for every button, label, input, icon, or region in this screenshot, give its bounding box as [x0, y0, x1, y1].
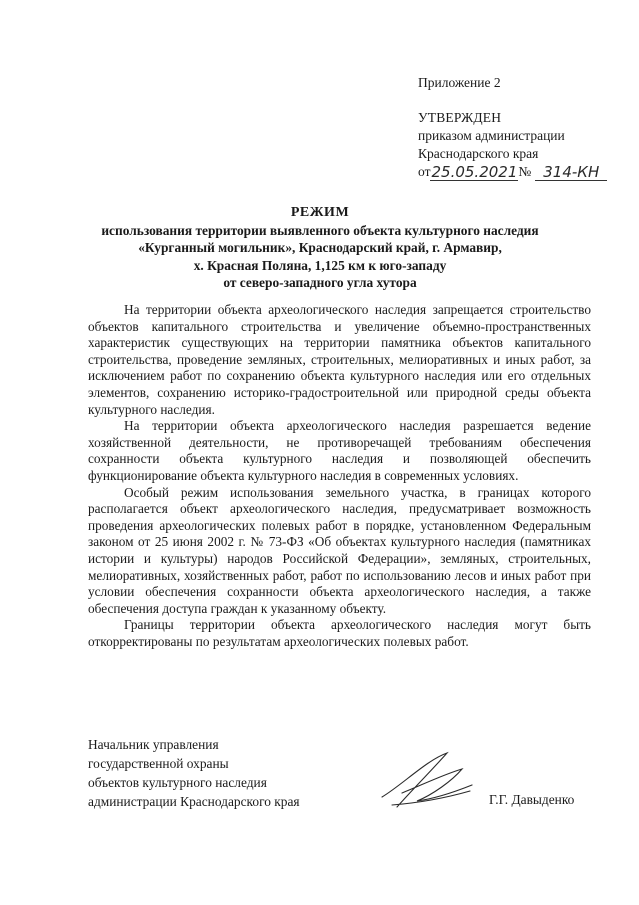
document-body — [88, 302, 591, 650]
approved-line-2: Краснодарского края — [418, 146, 539, 161]
signatory-position — [88, 735, 300, 811]
order-number-label: № — [518, 164, 532, 179]
signatory-name: Г.Г. Давыденко — [489, 792, 575, 807]
position-line-2: государственной охраны — [88, 756, 229, 771]
order-line — [418, 163, 607, 181]
order-prefix: от — [418, 164, 431, 179]
order-date: 25.05.2021 — [431, 163, 518, 181]
order-number: 314-КН — [535, 164, 607, 181]
paragraph-1: На территории объекта археологического наследия запрещается строительство объектов капитального строительства и увеличение объемно-пространственных характеристик существующих на территории памятника объектов капитального строительства, проведение земляных, строительных, мелиоративных и иных работ, за исключением работ по сохранению объекта культурного наследия или его отдельных элементов, сохранению историко-градостроительной или природной среды объекта культурного наследия. — [88, 302, 591, 417]
heading-title: РЕЖИМ — [290, 205, 350, 220]
approval-block — [418, 109, 607, 181]
paragraph-2: На территории объекта археологического наследия разрешается ведение хозяйственной деятельности, не противоречащей требованиям обеспечения сохранности объекта культурного наследия и позволяющей обеспечить функционирование объекта культурного наследия в современных условиях. — [88, 418, 591, 483]
handwritten-signature — [372, 745, 482, 815]
approved-line-1: приказом администрации — [418, 128, 565, 143]
paragraph-3: Особый режим использования земельного участка, в границах которого располагается объект археологического наследия, предусматривает возможность проведения археологических полевых работ в порядке, установленном Федеральным законом от 25 июня 2002 г. № 73-ФЗ «Об объектах культурного наследия (памятниках истории и культуры) народов Российской Федерации», земляных, строительных, мелиоративных, хозяйственных работ, работ по использованию лесов и иных работ при условии обеспечения сохранности объекта археологического наследия, а также обеспечения доступа граждан к указанному объекту. — [88, 484, 591, 616]
paragraph-4: Границы территории объекта археологического наследия могут быть откорректированы по результатам археологических полевых работ. — [88, 617, 591, 649]
heading-line-3: х. Красная Поляна, 1,125 км к юго-западу — [193, 257, 447, 273]
heading-line-4: от северо-западного угла хутора — [223, 275, 417, 290]
position-line-1: Начальник управления — [88, 737, 219, 752]
document-heading — [60, 204, 580, 292]
heading-line-1: использования территории выявленного объекта культурного наследия — [101, 222, 539, 238]
heading-line-2: «Курганный могильник», Краснодарский край, г. Армавир, — [138, 240, 502, 255]
appendix-label: Приложение 2 — [418, 75, 501, 90]
position-line-4: администрации Краснодарского края — [88, 794, 300, 809]
position-line-3: объектов культурного наследия — [88, 775, 267, 790]
approved-title: УТВЕРЖДЕН — [418, 110, 502, 125]
